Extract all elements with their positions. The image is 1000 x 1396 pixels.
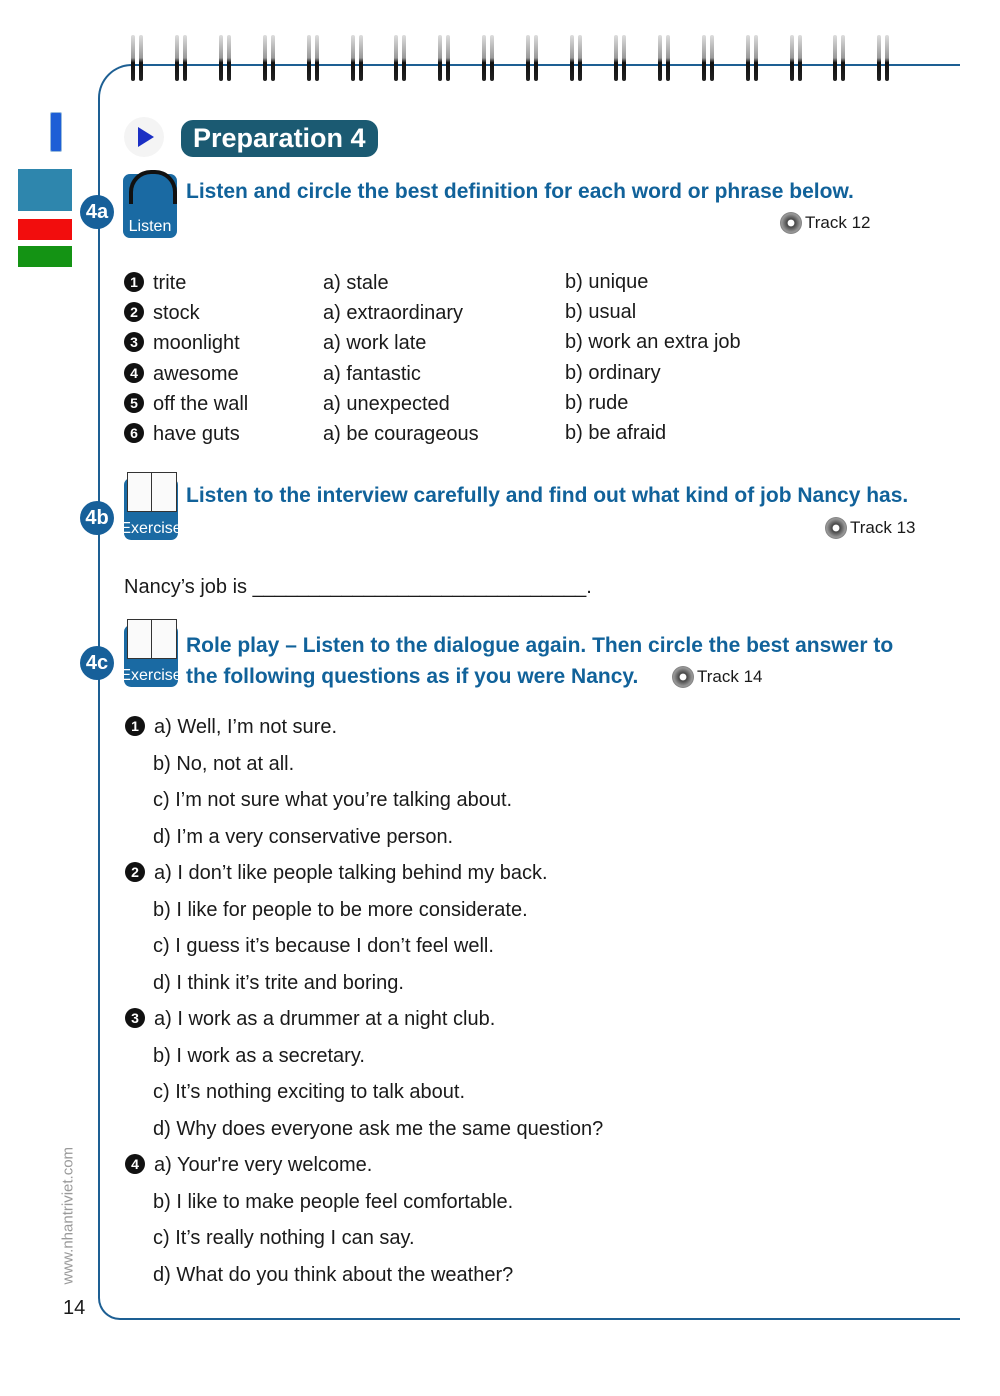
word: trite (153, 272, 187, 294)
option-text: c) I guess it’s because I don’t feel well. (153, 935, 494, 957)
question-number: 1 (125, 716, 145, 736)
spiral-ring (710, 35, 714, 81)
answer-option[interactable] (125, 1008, 495, 1031)
item-number: 2 (124, 302, 144, 322)
spiral-ring (622, 35, 626, 81)
item-number: 5 (124, 393, 144, 413)
exercise-icon-label: Exercise (120, 520, 182, 537)
word-item (124, 423, 240, 446)
spiral-ring (490, 35, 494, 81)
option-a[interactable]: a) work late (323, 332, 427, 355)
option-text: d) I’m a very conservative person. (153, 825, 454, 848)
spiral-ring (446, 35, 450, 81)
instruction-4a: Listen and circle the best definition for each word or phrase below. (186, 180, 854, 203)
cd-icon (780, 212, 802, 234)
track-4a (780, 212, 871, 234)
option-text: c) It’s nothing exciting to talk about. (153, 1081, 466, 1103)
spiral-ring (227, 35, 231, 81)
option-a[interactable]: a) extraordinary (323, 302, 464, 325)
question-number: 2 (125, 862, 145, 882)
spiral-ring (526, 35, 530, 81)
page-number: 14 (63, 1297, 86, 1319)
option-a[interactable]: a) fantastic (323, 362, 421, 385)
spiral-ring (183, 35, 187, 81)
word: off the wall (153, 392, 249, 415)
answer-option[interactable] (153, 789, 512, 812)
exercise-icon-label: Exercise (120, 667, 182, 684)
option-a[interactable]: a) unexpected (323, 392, 450, 415)
instruction-4c-line1: Role play – Listen to the dialogue again. Then circle the best answer to (186, 634, 894, 657)
option-a[interactable]: a) stale (323, 272, 389, 294)
spiral-ring (394, 35, 398, 81)
spiral-ring (570, 35, 574, 81)
item-number: 3 (124, 332, 144, 352)
spiral-ring (482, 35, 486, 81)
option-b[interactable]: b) rude (565, 391, 629, 414)
track-4b (825, 517, 916, 539)
notebook-icon (127, 619, 177, 659)
answer-option[interactable] (153, 1081, 465, 1104)
word: stock (153, 302, 200, 325)
word-item (124, 272, 186, 295)
spiral-ring (790, 35, 794, 81)
answer-option[interactable] (153, 753, 294, 776)
instruction-4c-line2: the following questions as if you were Nancy. (186, 665, 639, 688)
answer-option[interactable] (153, 1227, 415, 1250)
spiral-ring (658, 35, 662, 81)
item-number: 4 (124, 363, 144, 383)
listen-icon (123, 174, 177, 238)
exercise-icon (120, 625, 182, 687)
spiral-ring (798, 35, 802, 81)
word-item (124, 363, 239, 386)
spiral-ring (139, 35, 143, 81)
spiral-ring (746, 35, 750, 81)
option-text: b) No, not at all. (153, 752, 295, 775)
spiral-ring (877, 35, 881, 81)
answer-prompt (124, 576, 592, 599)
spiral-ring (359, 35, 363, 81)
track-label: Track 13 (850, 518, 916, 537)
track-4c (672, 666, 763, 688)
answer-blank[interactable]: ______________________________. (252, 576, 592, 598)
option-text: d) Why does everyone ask me the same question? (153, 1117, 604, 1140)
headphones-icon (129, 170, 177, 204)
option-b[interactable]: b) unique (565, 271, 649, 293)
option-b[interactable]: b) be afraid (565, 422, 667, 444)
item-number: 1 (124, 272, 144, 292)
track-label: Track 14 (697, 667, 763, 686)
spiral-ring (175, 35, 179, 81)
exercise-badge-4b: 4b (80, 501, 114, 535)
option-b[interactable]: b) ordinary (565, 361, 661, 384)
word-item (124, 393, 248, 416)
spiral-ring (754, 35, 758, 81)
instruction-4b: Listen to the interview carefully and find out what kind of job Nancy has. (186, 484, 909, 507)
option-a[interactable]: a) be courageous (323, 423, 479, 445)
answer-option[interactable] (125, 862, 548, 885)
option-text: b) I like for people to be more considerate. (153, 898, 528, 921)
option-b[interactable]: b) work an extra job (565, 331, 741, 354)
answer-option[interactable] (153, 899, 528, 922)
answer-option[interactable] (153, 935, 494, 958)
book-tab-icon (50, 112, 62, 152)
color-tab-green (18, 246, 72, 267)
option-text: c) It’s really nothing I can say. (153, 1227, 415, 1249)
listen-icon-label: Listen (128, 218, 172, 235)
spiral-ring (885, 35, 889, 81)
spiral-ring (702, 35, 706, 81)
spiral-ring (614, 35, 618, 81)
spiral-ring (271, 35, 275, 81)
spiral-ring (578, 35, 582, 81)
answer-option[interactable] (153, 1118, 603, 1141)
spiral-ring (841, 35, 845, 81)
option-text: b) I like to make people feel comfortable. (153, 1190, 514, 1213)
page-title: Preparation 4 (181, 120, 378, 157)
exercise-badge-4a: 4a (80, 195, 114, 229)
spiral-ring (438, 35, 442, 81)
option-text: a) I don’t like people talking behind my back. (154, 862, 548, 884)
option-text: d) What do you think about the weather? (153, 1263, 514, 1286)
cd-icon (825, 517, 847, 539)
spiral-ring (666, 35, 670, 81)
spiral-ring (402, 35, 406, 81)
spiral-ring (351, 35, 355, 81)
answer-option[interactable] (153, 1045, 365, 1068)
spiral-ring (263, 35, 267, 81)
word: moonlight (153, 332, 240, 355)
color-tab-red (18, 219, 72, 240)
word: have guts (153, 423, 240, 445)
option-text: c) I’m not sure what you’re talking about. (153, 789, 513, 811)
track-label: Track 12 (805, 213, 871, 232)
question-number: 4 (125, 1154, 145, 1174)
prompt-text: Nancy’s job is (124, 576, 248, 598)
spiral-ring (833, 35, 837, 81)
watermark: www.nhantriviet.com (59, 1146, 77, 1285)
cd-icon (672, 666, 694, 688)
exercise-badge-4c: 4c (80, 646, 114, 680)
notebook-icon (127, 472, 177, 512)
option-text: a) I work as a drummer at a night club. (154, 1008, 496, 1030)
word: awesome (153, 362, 239, 385)
item-number: 6 (124, 423, 144, 443)
word-item (124, 332, 240, 355)
answer-option[interactable] (153, 826, 453, 849)
play-icon (124, 117, 164, 157)
option-text: b) I work as a secretary. (153, 1044, 365, 1067)
answer-option[interactable] (153, 1264, 513, 1287)
spiral-ring (315, 35, 319, 81)
option-text: a) Your're very welcome. (154, 1154, 373, 1176)
exercise-icon (120, 478, 182, 540)
answer-option[interactable] (125, 1154, 372, 1177)
color-tab-blue (18, 169, 72, 211)
spiral-ring (131, 35, 135, 81)
spiral-ring (307, 35, 311, 81)
spiral-ring (219, 35, 223, 81)
option-text: a) Well, I’m not sure. (154, 716, 338, 738)
answer-option[interactable] (125, 716, 337, 739)
option-b[interactable]: b) usual (565, 301, 637, 324)
answer-option[interactable] (153, 972, 404, 995)
spiral-ring (534, 35, 538, 81)
word-item (124, 302, 200, 325)
option-text: d) I think it’s trite and boring. (153, 971, 404, 994)
answer-option[interactable] (153, 1191, 513, 1214)
question-number: 3 (125, 1008, 145, 1028)
